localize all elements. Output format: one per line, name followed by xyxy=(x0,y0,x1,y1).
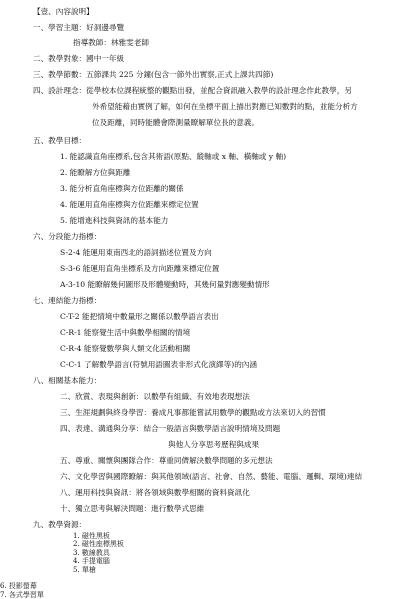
objective-item: 5. 能增進科技與資訊的基本能力 xyxy=(60,216,169,225)
indicator-item: A-3-10 能瞭解幾何圖形及形體變動時，其幾何量對應變動情形 xyxy=(60,280,270,289)
indicator-item: S-3-6 能運用直角坐標系及方向距離來標定位置 xyxy=(60,264,220,273)
resource-item: 1. 磁性黑板 xyxy=(73,532,110,540)
resource-item: 7. 各式學習單 xyxy=(0,590,44,599)
resource-item: 3. 數線教具 xyxy=(73,548,110,557)
resource-item: 6. 投影螢幕 xyxy=(0,582,37,591)
design-concept-line-2: 外希望能藉由實例了解，如何在坐標平面上描出對應已知數對的點，並能分析方 xyxy=(92,102,358,111)
resource-item: 5. 單槍 xyxy=(73,565,96,574)
link-indicator-item: C-R-1 能察覺生活中與數學相關的情境 xyxy=(60,328,191,337)
resource-item: 2. 磁性座標黑板 xyxy=(73,540,124,549)
objective-item: 3. 能分析直角座標與方位距離的關係 xyxy=(60,184,184,193)
teaching-target: 二、教學對象：國中一年級 xyxy=(33,54,125,63)
basic-ability-item: 三、生涯規劃與終身學習：養成凡事都能嘗試用數學的觀點或方法來切入的習慣 xyxy=(60,408,326,417)
basic-ability-item: 八、運用科技與資訊：將各領域與數學相關的資料資訊化 xyxy=(60,488,250,497)
design-concept-line-1: 四、設計理念：從學校本位課程統整的觀點出發，並配合資訊融入教學的設計理念作此教學，另 xyxy=(33,86,352,95)
resource-item: 4. 手提電腦 xyxy=(73,557,110,566)
link-indicators-heading: 七、連結能力指標： xyxy=(33,296,102,305)
indicator-item: S-2-4 能運用東南西北的語詞描述位置及方向 xyxy=(60,248,212,257)
link-indicator-item: C-T-2 能把情境中數量形之關係以數學語言表出 xyxy=(60,312,219,321)
objective-item: 4. 能運用直角座標與方位距離來標定位置 xyxy=(60,200,199,209)
basic-ability-item: 五、尊重、關懷與團隊合作：尊重同儕解決數學問題的多元想法 xyxy=(60,456,273,465)
teaching-periods: 三、教學節數：五節課共 225 分鐘(包含一節外出實察,正式上課共四節) xyxy=(33,70,274,79)
resources-heading: 九、教學資源： xyxy=(33,520,87,529)
design-concept-line-3: 位及距離，同時能體會際測量瞭解單位長的意義。 xyxy=(92,118,260,127)
link-indicator-item: C-R-4 能察覺數學與人類文化活動相關 xyxy=(60,344,191,353)
link-indicator-item: C-C-1 了解數學語言(符號用語圖表非形式化演繹等)的內涵 xyxy=(60,360,257,369)
section-heading: 【壹、內容說明】 xyxy=(33,7,94,16)
basic-ability-item-cont: 與他人分享思考歷程與成果 xyxy=(168,440,260,449)
objectives-heading: 五、教學目標： xyxy=(33,136,87,145)
basic-ability-item: 十、獨立思考與解決問題：進行數學式思維 xyxy=(60,504,205,513)
basic-ability-item: 四、表達、溝通與分享：結合一般語言與數學語言說明情境及問題 xyxy=(60,424,281,433)
indicators-heading: 六、分段能力指標： xyxy=(33,232,102,241)
instructor: 指導教師：林雅雯老師 xyxy=(73,38,149,47)
objective-item: 1. 能認識直角座標系,包含其術語(原點、縱軸或 x 軸、橫軸或 y 軸) xyxy=(60,152,287,161)
basic-ability-item: 六、文化學習與國際瞭解：與其他領域(語言、社會、自然、藝能、電腦、邏輯、環境)連結 xyxy=(60,472,363,481)
objective-item: 2. 能瞭解方位與距離 xyxy=(60,168,131,177)
basic-abilities-heading: 八、相關基本能力： xyxy=(33,376,102,385)
basic-ability-item: 二、欣賞、表現與創新：以數學有組織、有效地表現想法 xyxy=(60,392,250,401)
learning-topic: 一、學習主題：好洞邊尋覽 xyxy=(33,23,125,32)
